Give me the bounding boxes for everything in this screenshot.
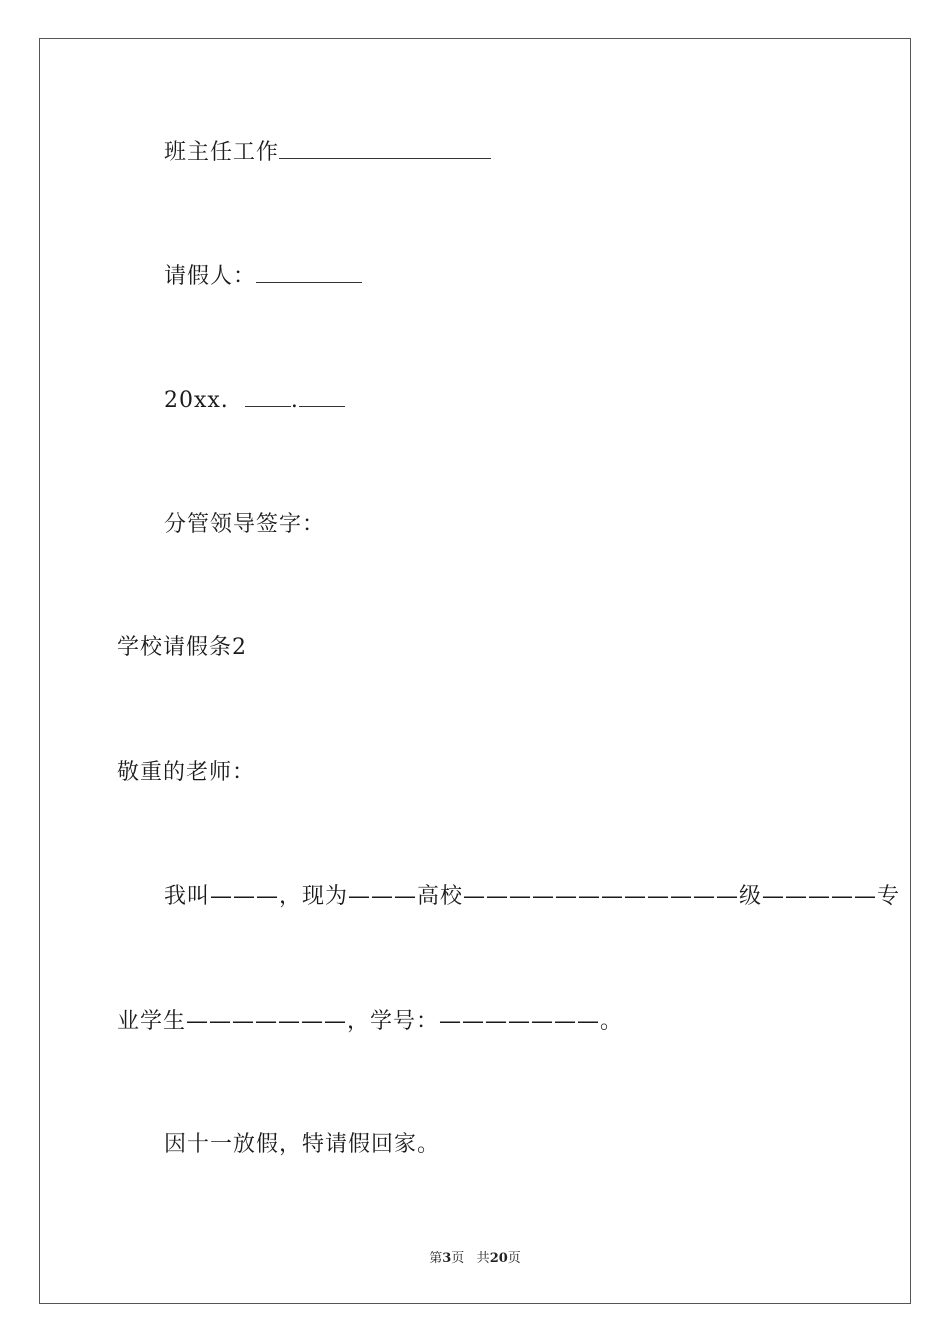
footer-total-prefix: 共 xyxy=(476,1251,490,1266)
body-paragraph-1 xyxy=(164,882,900,912)
footer-page-number: 3 xyxy=(442,1251,452,1266)
class-teacher-line xyxy=(164,138,491,168)
document-title xyxy=(117,633,247,663)
page-border xyxy=(39,38,911,1304)
greeting-line xyxy=(117,758,255,788)
date-line xyxy=(164,386,345,416)
leader-signature-label: 分管领导签字： xyxy=(164,512,326,537)
footer-total-unit: 页 xyxy=(507,1251,521,1266)
date-separator: . xyxy=(290,388,299,413)
greeting-text: 敬重的老师： xyxy=(117,760,256,785)
footer-page-unit: 页 xyxy=(451,1251,465,1266)
date-month-blank xyxy=(245,386,291,407)
body-text-1: 我叫———，现为———高校————————————级—————专 xyxy=(164,884,901,909)
class-teacher-label: 班主任工作 xyxy=(164,140,280,165)
body-paragraph-2 xyxy=(117,1007,623,1037)
footer-prefix: 第 xyxy=(429,1251,443,1266)
applicant-label: 请假人： xyxy=(164,264,257,289)
document-title-text: 学校请假条2 xyxy=(117,635,247,660)
applicant-line xyxy=(164,262,362,292)
date-day-blank xyxy=(299,386,345,407)
body-text-2: 业学生———————，学号：———————。 xyxy=(117,1009,624,1034)
page-footer xyxy=(0,1247,950,1266)
date-year: 20xx. xyxy=(164,388,229,413)
leader-signature-line xyxy=(164,510,325,540)
body-paragraph-3 xyxy=(164,1130,440,1160)
footer-total-pages: 20 xyxy=(489,1251,508,1266)
class-teacher-blank xyxy=(279,138,491,159)
body-text-3: 因十一放假，特请假回家。 xyxy=(164,1132,441,1157)
applicant-blank xyxy=(256,262,362,283)
